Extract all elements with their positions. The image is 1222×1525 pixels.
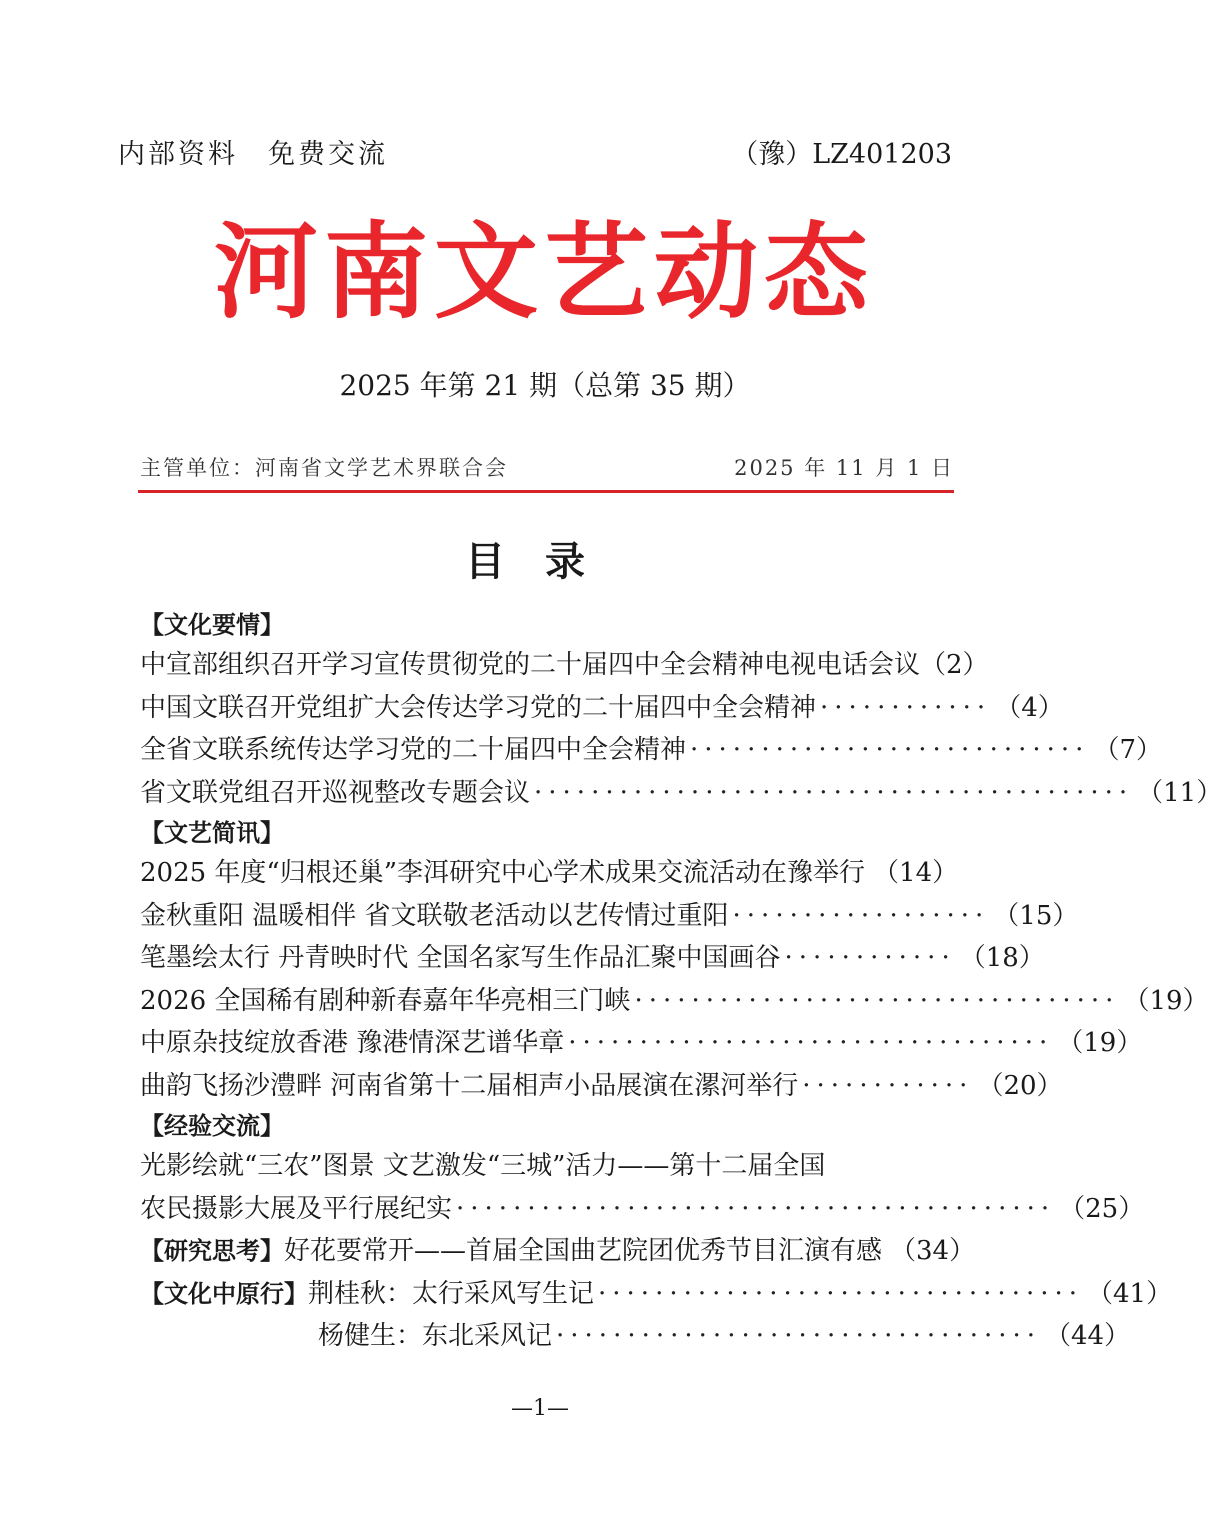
entry-title: 荆桂秋：太行采风写生记 <box>308 1278 595 1309</box>
entry-page: （25） <box>1059 1193 1145 1224</box>
masthead-title-text: 河南文艺动态 <box>213 210 875 333</box>
toc-entry[interactable] <box>140 1315 1131 1358</box>
page-number: —1— <box>511 1396 569 1421</box>
entry-title: 全省文联系统传达学习党的二十届四中全会精神 <box>140 735 687 765</box>
leader-dots: ············ <box>784 943 956 973</box>
leader-dots: ·································· <box>568 1028 1054 1058</box>
entry-page: （44） <box>1045 1321 1131 1351</box>
entry-title: 省文联党组召开巡视整改专题会议 <box>140 777 531 808</box>
entry-page: （19） <box>1123 985 1209 1016</box>
section-heading: 【文艺简讯】 <box>140 819 284 847</box>
entry-title: 2025 年度“归根还巢”李洱研究中心学术成果交流活动在豫举行 <box>140 858 866 888</box>
entry-page: （19） <box>1057 1028 1143 1058</box>
toc-entry[interactable] <box>140 729 1162 772</box>
toc-entry-line2[interactable] <box>140 1188 1145 1231</box>
toc-entry[interactable] <box>140 937 1045 980</box>
section-heading: 【研究思考】 <box>140 1237 284 1265</box>
supervising-org: 主管单位：河南省文学艺术界联合会 <box>140 456 508 480</box>
internal-material-label: 内部资料 <box>118 139 238 170</box>
entry-title: 中国文联召开党组扩大会传达学习党的二十届四中全会精神 <box>140 692 817 723</box>
toc-entry[interactable] <box>140 687 1064 730</box>
entry-page: （2） <box>920 650 989 680</box>
entry-page: （34） <box>890 1236 976 1266</box>
leader-dots: ·········································· <box>534 777 1134 808</box>
publish-date: 2025 年 11 月 1 日 <box>734 456 954 480</box>
leader-dots: ············ <box>820 692 992 723</box>
entry-title: 农民摄影大展及平行展纪实 <box>140 1193 453 1224</box>
issue-number: 2025 年第 21 期（总第 35 期） <box>339 369 751 402</box>
section-heading: 【经验交流】 <box>140 1112 284 1140</box>
red-divider <box>138 490 954 493</box>
free-exchange-label: 免费交流 <box>268 139 388 170</box>
table-of-contents <box>140 606 1222 1358</box>
leader-dots: ·················· <box>732 900 990 931</box>
entry-page: （11） <box>1137 777 1222 808</box>
entry-title: 好花要常开——首届全国曲艺院团优秀节目汇演有感 <box>284 1236 883 1266</box>
masthead-title <box>214 200 874 340</box>
entry-page: （4） <box>995 692 1064 723</box>
leader-dots: ·································· <box>634 985 1120 1016</box>
leader-dots: ·································· <box>598 1278 1084 1309</box>
toc-entry[interactable] <box>140 772 1222 815</box>
entry-page: （20） <box>977 1070 1063 1101</box>
toc-entry[interactable] <box>140 1273 1173 1316</box>
entry-page: （14） <box>873 858 959 888</box>
entry-page: （7） <box>1093 735 1162 765</box>
entry-title: 光影绘就“三农”图景 文艺激发“三城”活力——第十二届全国 <box>140 1151 826 1181</box>
leader-dots: ·········································· <box>456 1193 1056 1224</box>
entry-page: （18） <box>959 943 1045 973</box>
leader-dots: ···························· <box>690 735 1090 765</box>
toc-entry[interactable] <box>140 1230 976 1273</box>
toc-entry[interactable] <box>140 980 1209 1023</box>
entry-page: （41） <box>1087 1278 1173 1309</box>
entry-title: 金秋重阳 温暖相伴 省文联敬老活动以艺传情过重阳 <box>140 900 729 931</box>
registration-code: （豫）LZ401203 <box>731 139 952 170</box>
toc-entry-line1[interactable] <box>140 1145 955 1188</box>
entry-page: （15） <box>993 900 1079 931</box>
entry-title: 曲韵飞扬沙澧畔 河南省第十二届相声小品展演在漯河举行 <box>140 1070 799 1101</box>
toc-title: 目录 <box>465 538 625 585</box>
entry-title: 中宣部组织召开学习宣传贯彻党的二十届四中全会精神电视电话会议 <box>140 650 921 680</box>
distribution-note <box>118 132 388 171</box>
leader-dots: ············ <box>802 1070 974 1101</box>
toc-entry[interactable] <box>140 1065 1063 1108</box>
section-heading: 【文化中原行】 <box>140 1279 308 1308</box>
toc-entry[interactable] <box>140 644 989 687</box>
toc-entry[interactable] <box>140 895 1079 938</box>
entry-title: 杨健生：东北采风记 <box>318 1321 553 1351</box>
entry-title: 笔墨绘太行 丹青映时代 全国名家写生作品汇聚中国画谷 <box>140 943 781 973</box>
toc-entry[interactable] <box>140 852 959 895</box>
section-heading: 【文化要情】 <box>140 611 284 639</box>
entry-title: 2026 全国稀有剧种新春嘉年华亮相三门峡 <box>140 985 631 1016</box>
leader-dots: ·································· <box>556 1321 1042 1351</box>
entry-title: 中原杂技绽放香港 豫港情深艺谱华章 <box>140 1028 565 1058</box>
toc-entry[interactable] <box>140 1022 1143 1065</box>
